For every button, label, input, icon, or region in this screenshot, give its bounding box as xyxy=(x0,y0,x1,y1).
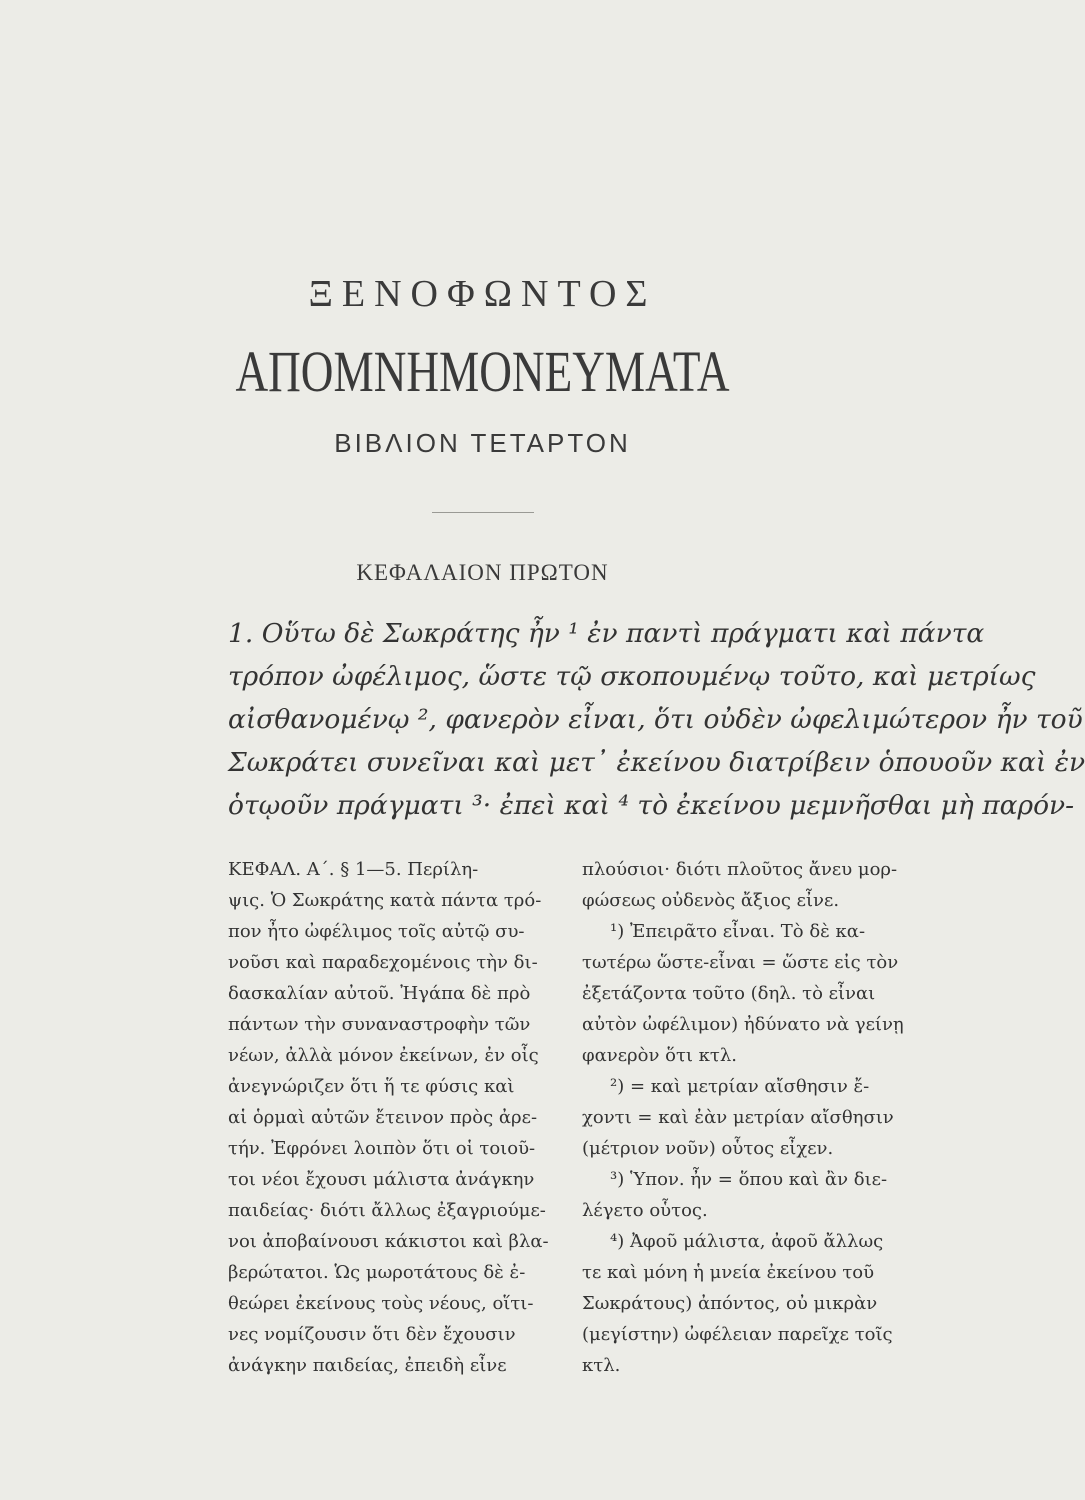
note-line: νες νομίζουσιν ὅτι δὲν ἔχουσιν xyxy=(228,1324,516,1345)
main-text-line: τρόπον ὠφέλιμος, ὥστε τῷ σκοπουμένῳ τοῦτο, καὶ μετρίως xyxy=(228,661,1036,692)
footnote-line: ἐξετάζοντα τοῦτο (δηλ. τὸ εἶναι xyxy=(582,983,876,1004)
footnote-line: χοντι = καὶ ἐὰν μετρίαν αἴσθησιν xyxy=(582,1107,894,1128)
footnote-line: πλούσιοι· διότι πλοῦτος ἄνευ μορ- xyxy=(582,859,898,880)
main-text-line: αἰσθανομένῳ ², φανερὸν εἶναι, ὅτι οὐδὲν ὠφελιμώτερον ἦν τοῦ xyxy=(228,704,1083,735)
note-line: ἀνεγνώριζεν ὅτι ἥ τε φύσις καὶ xyxy=(228,1076,515,1097)
footnote-line: φανερὸν ὅτι κτλ. xyxy=(582,1045,738,1066)
footnote-line: Σωκράτους) ἀπόντος, οὐ μικρὰν xyxy=(582,1293,878,1314)
note-line: νοι ἀποβαίνουσι κάκιστοι καὶ βλα- xyxy=(228,1231,549,1252)
footnote-line: ¹) Ἐπειρᾶτο εἶναι. Τὸ δὲ κα- xyxy=(610,921,866,942)
note-line: νοῦσι καὶ παραδεχομένοις τὴν δι- xyxy=(228,952,538,973)
work-title: ΑΠΟΜΝΗΜΟΝΕΥΜΑΤΑ xyxy=(235,339,730,404)
book-heading: ΒΙΒΛΙΟΝ ΤΕΤΑΡΤΟΝ xyxy=(334,428,631,458)
divider-rule xyxy=(432,512,534,513)
note-line: ἀνάγκην παιδείας, ἐπειδὴ εἶνε xyxy=(228,1355,507,1376)
note-line: παιδείας· διότι ἄλλως ἐξαγριούμε- xyxy=(228,1200,546,1221)
footnote-line: (μέτριον νοῦν) οὗτος εἶχεν. xyxy=(582,1138,834,1159)
footnote-line: ³) Ὑπον. ἦν = ὅπου καὶ ἂν διε- xyxy=(610,1169,888,1190)
footnote-line: ²) = καὶ μετρίαν αἴσθησιν ἔ- xyxy=(610,1076,870,1097)
main-text-line: ὁτῳοῦν πράγματι ³· ἐπεὶ καὶ ⁴ τὸ ἐκείνου μεμνῆσθαι μὴ παρόν- xyxy=(228,790,1075,821)
note-line: βερώτατοι. Ὡς μωροτάτους δὲ ἐ- xyxy=(228,1262,526,1283)
footnote-line: κτλ. xyxy=(582,1355,621,1376)
chapter-heading: ΚΕΦΑΛΑΙΟΝ ΠΡΩΤΟΝ xyxy=(356,560,609,585)
note-line: τοι νέοι ἔχουσι μάλιστα ἀνάγκην xyxy=(228,1169,535,1190)
footnote-line: φώσεως οὐδενὸς ἄξιος εἶνε. xyxy=(582,890,840,911)
note-line: ΚΕΦΑΛ. Α΄. § 1—5. Περίλη- xyxy=(228,859,479,880)
note-line: πον ἦτο ὠφέλιμος τοῖς αὐτῷ συ- xyxy=(228,921,525,942)
footnote-line: αὐτὸν ὠφέλιμον) ἠδύνατο νὰ γείνῃ xyxy=(582,1014,904,1035)
note-line: αἱ ὁρμαὶ αὐτῶν ἔτεινον πρὸς ἀρε- xyxy=(228,1107,538,1128)
footnote-line: τε καὶ μόνη ἡ μνεία ἐκείνου τοῦ xyxy=(582,1262,875,1283)
footnotes-column xyxy=(582,854,902,1381)
main-text-line: 1. Οὕτω δὲ Σωκράτης ἦν ¹ ἐν παντὶ πράγματι καὶ πάντα xyxy=(228,618,985,649)
note-line: νέων, ἀλλὰ μόνον ἐκείνων, ἐν οἷς xyxy=(228,1045,539,1066)
footnote-line: (μεγίστην) ὠφέλειαν παρεῖχε τοῖς xyxy=(582,1324,893,1345)
author-heading: ΞΕΝΟΦΩΝΤΟΣ xyxy=(308,273,657,315)
note-line: δασκαλίαν αὐτοῦ. Ἠγάπα δὲ πρὸ xyxy=(228,983,531,1004)
note-line: τήν. Ἐφρόνει λοιπὸν ὅτι οἱ τοιοῦ- xyxy=(228,1138,536,1159)
main-greek-text xyxy=(228,612,1085,827)
summary-notes-column xyxy=(228,854,550,1381)
footnote-line: τωτέρω ὥστε-εἶναι = ὥστε εἰς τὸν xyxy=(582,952,899,973)
note-line: πάντων τὴν συναναστροφὴν τῶν xyxy=(228,1014,531,1035)
footnote-line: λέγετο οὗτος. xyxy=(582,1200,708,1221)
main-text-line: Σωκράτει συνεῖναι καὶ μετ᾽ ἐκείνου διατρίβειν ὁπουοῦν καὶ ἐν xyxy=(228,747,1085,778)
note-line: θεώρει ἐκείνους τοὺς νέους, οἵτι- xyxy=(228,1293,534,1314)
note-line: ψις. Ὁ Σωκράτης κατὰ πάντα τρό- xyxy=(228,890,542,911)
footnote-line: ⁴) Ἀφοῦ μάλιστα, ἀφοῦ ἄλλως xyxy=(610,1231,884,1252)
